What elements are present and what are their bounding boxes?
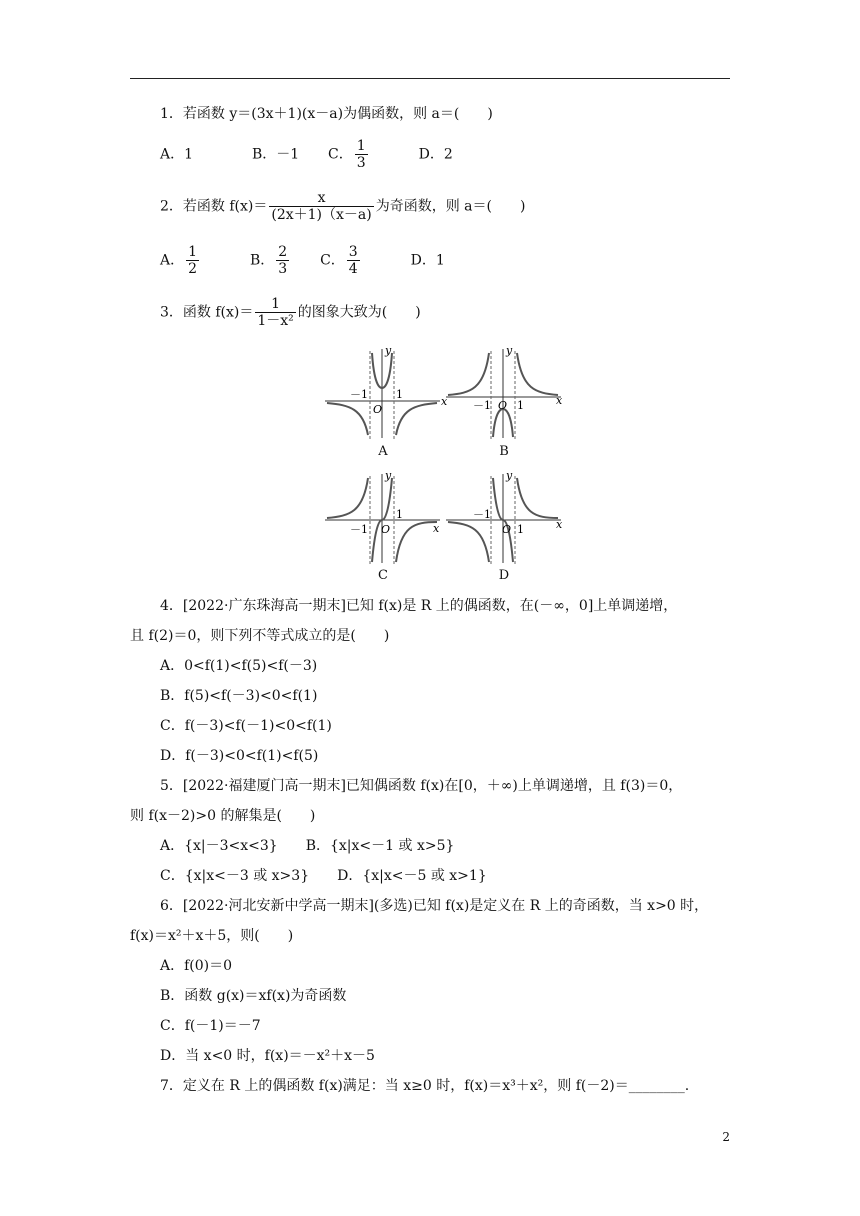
q2-option-b-fraction xyxy=(276,244,289,277)
curve xyxy=(517,353,558,395)
q6-option-d: D．当 x<0 时，f(x)＝－x²＋x－5 xyxy=(160,1048,375,1064)
frac-numerator: 1 xyxy=(356,138,366,154)
q5-options-row2: C．{x|x<－3 或 x>3} D．{x|x<－5 或 x>1} xyxy=(160,868,487,884)
frac-numerator: 1 xyxy=(188,244,198,260)
frac-denominator: 3 xyxy=(278,261,288,277)
q6-stem-line1: 6．[2022·河北安新中学高一期末](多选)已知 f(x)是定义在 R 上的奇函数，当 x>0 时， xyxy=(160,898,709,914)
graph-b xyxy=(446,343,566,443)
curve xyxy=(448,353,489,395)
tick-label: －1 xyxy=(350,388,368,401)
tick-label: －1 xyxy=(473,508,491,521)
q1-option-b: B．－1 xyxy=(251,146,300,163)
axis-x-label: x xyxy=(433,522,440,535)
q4-option-d: D．f(－3)<0<f(1)<f(5) xyxy=(160,748,319,764)
q5-stem-line2: 则 f(x－2)>0 的解集是( ) xyxy=(130,808,316,824)
axis-x-label: x xyxy=(556,518,563,531)
tick-label: 1 xyxy=(517,523,524,536)
origin-label: O xyxy=(381,523,391,536)
graph-b-label: B xyxy=(499,444,509,459)
frac-denominator: (2x＋1)（x－a) xyxy=(271,207,372,223)
curve xyxy=(327,403,368,435)
q1-options xyxy=(160,138,453,171)
tick-label: 1 xyxy=(396,508,403,521)
q6-option-b: B．函数 g(x)＝xf(x)为奇函数 xyxy=(160,988,347,1004)
q4-option-b: B．f(5)<f(－3)<0<f(1) xyxy=(160,688,318,704)
curve xyxy=(327,478,368,518)
q2-function-fraction xyxy=(269,190,373,223)
q7-stem: 7．定义在 R 上的偶函数 f(x)满足：当 x≥0 时，f(x)＝x³＋x²，则 f(－2)＝________. xyxy=(160,1078,690,1094)
frac-denominator: 4 xyxy=(348,261,358,277)
q2-option-c-prefix: C． xyxy=(320,252,345,269)
graph-d-label: D xyxy=(498,568,510,583)
q2-option-c-fraction xyxy=(347,244,360,277)
curve xyxy=(517,478,558,518)
q4-option-c: C．f(－3)<f(－1)<0<f(1) xyxy=(160,718,332,734)
q6-stem-line2: f(x)＝x²＋x＋5，则( ) xyxy=(130,928,294,944)
q2-option-b-prefix: B． xyxy=(249,252,275,269)
graph-a-label: A xyxy=(378,444,388,459)
q1-option-c-prefix: C． xyxy=(328,146,353,163)
header-rule xyxy=(130,78,730,79)
curve xyxy=(396,403,437,435)
axis-y-label: y xyxy=(506,469,513,482)
q2-stem xyxy=(160,190,525,223)
origin-label: O xyxy=(373,403,383,416)
q2-stem-suffix: 为奇函数，则 a＝( ) xyxy=(375,198,526,215)
q1-stem: 1．若函数 y＝(3x＋1)(x－a)为偶函数，则 a＝( ) xyxy=(160,106,493,122)
graph-a xyxy=(325,343,448,443)
q3-function-fraction xyxy=(255,296,295,329)
curve xyxy=(396,522,437,562)
q2-option-a-fraction xyxy=(186,244,199,277)
q4-stem-line1: 4．[2022·广东珠海高一期末]已知 f(x)是 R 上的偶函数，在(－∞，0]上单调递增， xyxy=(160,598,678,614)
q6-option-a: A．f(0)＝0 xyxy=(160,958,233,974)
graph-d xyxy=(446,468,566,568)
frac-denominator: 3 xyxy=(356,155,366,171)
axis-x-label: x xyxy=(556,394,563,407)
q1-option-c-fraction xyxy=(355,138,368,171)
tick-label: 1 xyxy=(517,399,524,412)
q3-stem-suffix: 的图象大致为( ) xyxy=(297,304,421,321)
curve xyxy=(448,522,489,562)
q2-options xyxy=(160,244,445,277)
q3-stem-prefix: 3．函数 f(x)＝ xyxy=(160,304,254,321)
axis-x-label: x xyxy=(441,395,448,408)
q1-option-a: A．1 xyxy=(160,146,194,163)
origin-label: O xyxy=(502,523,512,536)
tick-label: －1 xyxy=(350,523,368,536)
frac-numerator: 1 xyxy=(271,296,281,312)
axis-y-label: y xyxy=(385,344,392,357)
graph-c xyxy=(325,468,445,568)
q4-stem-line2: 且 f(2)＝0，则下列不等式成立的是( ) xyxy=(130,628,390,644)
q2-option-d: D．1 xyxy=(410,252,445,269)
q5-stem-line1: 5．[2022·福建厦门高一期末]已知偶函数 f(x)在[0，＋∞)上单调递增，且 f(3)＝0， xyxy=(160,778,683,794)
frac-numerator: x xyxy=(317,190,326,206)
frac-numerator: 2 xyxy=(278,244,288,260)
frac-denominator: 1－x² xyxy=(257,313,294,329)
frac-denominator: 2 xyxy=(188,261,198,277)
q6-option-c: C．f(－1)＝－7 xyxy=(160,1018,261,1034)
q2-stem-prefix: 2．若函数 f(x)＝ xyxy=(160,198,268,215)
q3-stem xyxy=(160,296,421,329)
tick-label: －1 xyxy=(473,399,491,412)
axis-y-label: y xyxy=(506,344,513,357)
q4-option-a: A．0<f(1)<f(5)<f(－3) xyxy=(160,658,318,674)
axis-y-label: y xyxy=(385,469,392,482)
frac-numerator: 3 xyxy=(348,244,358,260)
origin-label: O xyxy=(498,399,508,412)
q2-option-a-prefix: A． xyxy=(160,252,185,269)
page-number: 2 xyxy=(722,1130,730,1144)
tick-label: 1 xyxy=(396,388,403,401)
q1-option-d: D．2 xyxy=(418,146,453,163)
q5-options-row1: A．{x|－3<x<3} B．{x|x<－1 或 x>5} xyxy=(160,838,455,854)
graph-c-label: C xyxy=(378,568,388,583)
